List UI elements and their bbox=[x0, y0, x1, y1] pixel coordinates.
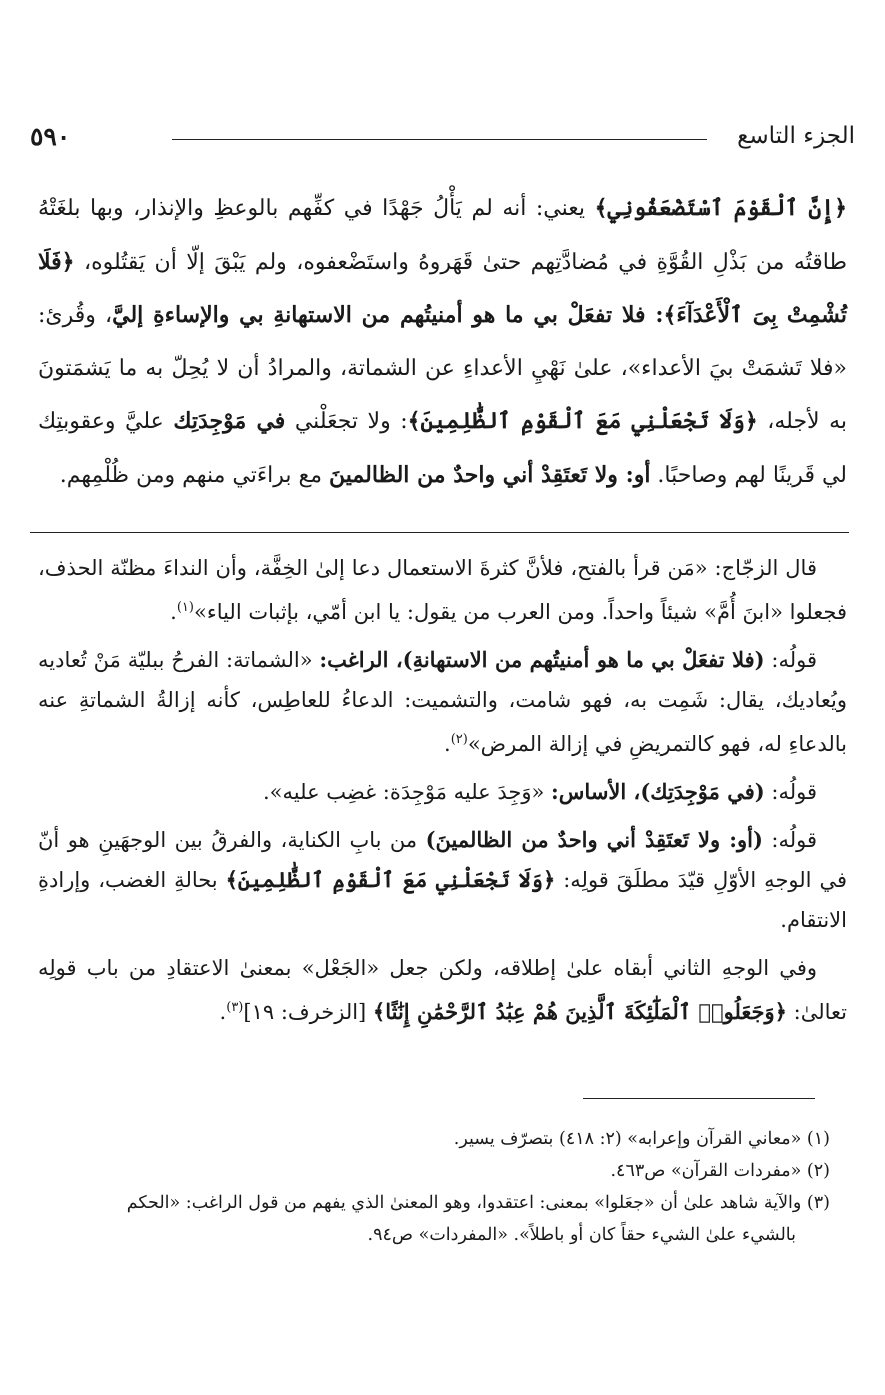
quran-verse: ﴿إِنَّ ٱلْقَوْمَ ٱسْتَضْعَفُونِي﴾ bbox=[594, 195, 847, 221]
commentary-paragraph bbox=[38, 948, 847, 1032]
footnote-ref: (٣) bbox=[226, 1000, 244, 1015]
bold-gloss: أو: ولا تَعتَقِدْ أني واحدٌ من الظالمينَ bbox=[329, 461, 651, 488]
main-text-segment: ، وقُرئ: «فلا تَشمَتْ بيَ الأعداء»، علىٰ نَهْيِ الأعداءِ عن الشماتة، والمرادُ أن لا يُحِلّ به ما يَشمَتونَ به لأجله، bbox=[38, 303, 848, 434]
bold-gloss: في مَوْجِدَتِك bbox=[173, 408, 286, 434]
commentary bbox=[38, 548, 847, 1040]
main-text-segment: : ولا تجعَلْني bbox=[285, 409, 408, 434]
commentary-lemma: (أو: ولا تَعتَقِدْ أني واحدٌ من الظالمينَ) bbox=[425, 827, 763, 852]
commentary-text: من بابِ الكناية، والفرقُ بين الوجهَينِ هو أنّ في الوجهِ الأوّلِ قيّدَ مطلَقَ قولِه: bbox=[38, 828, 848, 892]
main-text-segment: مع براءَتي منهم ومن ظُلْمِهم. bbox=[59, 462, 330, 488]
commentary-lead: قولُه: bbox=[764, 780, 817, 804]
footnote-2: (٢) «مفردات القرآن» ص٤٦٣. bbox=[610, 1161, 830, 1181]
header-rule bbox=[172, 139, 707, 140]
footnote-ref: (١) bbox=[176, 600, 194, 615]
commentary-text: . bbox=[219, 1000, 227, 1024]
commentary-lemma: (في مَوْجِدَتِك)، الأساس: bbox=[551, 779, 765, 804]
commentary-lemma: (فلا تفعَلْ بي ما هو أمنيتُهم من الاستهانةِ)، الراغب: bbox=[319, 647, 765, 672]
commentary-text: «وَجِدَ عليه مَوْجِدَة: غضِب عليه». bbox=[263, 780, 552, 804]
quran-verse: ﴿وَلَا تَجْعَلْنِي مَعَ ٱلْقَوْمِ ٱلظَّٰلِمِينَ﴾ bbox=[225, 867, 556, 892]
commentary-text: بحالةِ الغضب، وإرادةِ الانتقام. bbox=[38, 868, 847, 932]
commentary-text: قال الزجّاج: «مَن قرأ بالفتح، فلأنَّ كثرةَ الاستعمال دعا إلىٰ الخِفَّة، وأن النداءَ مظنّة الحذف، فجعلوا «ابنَ أُمَّ» شيئاً واحداً. ومن العرب من يقول: يا ابن أمّي، بإثبات الياء» bbox=[38, 556, 847, 624]
commentary-lead: قولُه: bbox=[764, 648, 818, 672]
commentary-paragraph bbox=[38, 820, 847, 940]
commentary-text: «الشماتة: الفرحُ ببليّة مَنْ تُعاديه ويُعاديك، يقال: شَمِت به، فهو شامت، والتشميت: الدعاءُ للعاطِس، كأنه إزالةُ الشماتةِ عنه بالدعاءِ له، فهو كالتمريضِ في إزالة المرض» bbox=[38, 648, 847, 756]
quran-verse: ﴿فَلَا تُشْمِتْ بِىَ ٱلْأَعْدَآءَ﴾ bbox=[38, 248, 848, 328]
commentary-paragraph: قولُه: (فلا تفعَلْ بي ما هو أمنيتُهم من الاستهانةِ)، الراغب: «الشماتة: الفرحُ ببليّة مَنْ تُعاديه ويُعاديك، يقال: شَمِت به، فهو شامت، والتشميت: الدعاءُ للعاطِس، كأنه إزالةُ الشماتةِ عنه بالدعاءِ له، فهو كالتمريضِ في إزالة المرض»$^{(٢)}$. bbox=[38, 647, 847, 756]
main-divider bbox=[30, 532, 849, 533]
quran-verse: ﴿وَلَا تَجْعَلْنِي مَعَ ٱلْقَوْمِ ٱلظَّٰلِمِينَ﴾ bbox=[407, 408, 758, 434]
commentary-text: وفي الوجهِ الثاني أبقاه علىٰ إطلاقه، ولكن جعل «الجَعْل» بمعنىٰ الاعتقادِ من باب قولِه تعالىٰ: bbox=[38, 956, 847, 1024]
quran-verse: ﴿وَجَعَلُوا۟ ٱلْمَلَٰٓئِكَةَ ٱلَّذِينَ هُمْ عِبَٰدُ ٱلرَّحْمَٰنِ إِنَٰثًا﴾ bbox=[372, 999, 787, 1024]
commentary-paragraph: قال الزجّاج: «مَن قرأ بالفتح، فلأنَّ كثرةَ الاستعمال دعا إلىٰ الخِفَّة، وأن النداءَ مظنّة الحذف، فجعلوا «ابنَ أُمَّ» شيئاً واحداً. ومن العرب من يقول: يا ابن أمّي، بإثبات الياء»$^{(١)}$. bbox=[38, 556, 847, 624]
footnote-3: (٣) والآية شاهد علىٰ أن «جعَلوا» بمعنى: اعتقدوا، وهو المعنىٰ الذي يفهم من قول الراغب: «الحكم bbox=[126, 1193, 830, 1213]
verse-citation: [الزخرف: ١٩] bbox=[243, 1000, 373, 1024]
commentary-lead: قولُه: bbox=[762, 828, 818, 852]
page-header bbox=[30, 118, 855, 158]
footnotes bbox=[42, 1124, 830, 1252]
footnote-ref: (٢) bbox=[450, 732, 468, 747]
footnote-divider bbox=[583, 1098, 815, 1099]
main-text bbox=[38, 182, 847, 502]
bold-gloss: : فلا تفعَلْ بي ما هو أمنيتُهم من الاستهانةِ بي والإساءةِ إليَّ bbox=[112, 302, 664, 328]
part-title: الجزء التاسع bbox=[737, 123, 855, 149]
main-text-segment: عليَّ وعقوبتِك لي قَرينًا لهم وصاحبًا. bbox=[38, 409, 847, 488]
commentary-paragraph bbox=[38, 772, 847, 812]
footnote-3-continued: بالشيء علىٰ الشيء حقاً كان أو باطلاً». «المفردات» ص٩٤. bbox=[367, 1225, 796, 1245]
main-text-segment: يعني: أنه لم يَأْلُ جَهْدًا في كفِّهم بالوعظِ والإنذار، وبها بلغَتْهُ طاقتُه من بَذْلِ القُوَّةِ في مُضادَّتِهم حتىٰ قَهَروهُ واستَضْعفوه، ولم يَبْقَ إلّا أن يَقتُلوه، bbox=[38, 196, 847, 275]
footnote-1: (١) «معاني القرآن وإعرابه» (٢: ٤١٨) بتصرّف يسير. bbox=[453, 1129, 830, 1149]
page-number: ٥٩٠ bbox=[30, 122, 71, 151]
